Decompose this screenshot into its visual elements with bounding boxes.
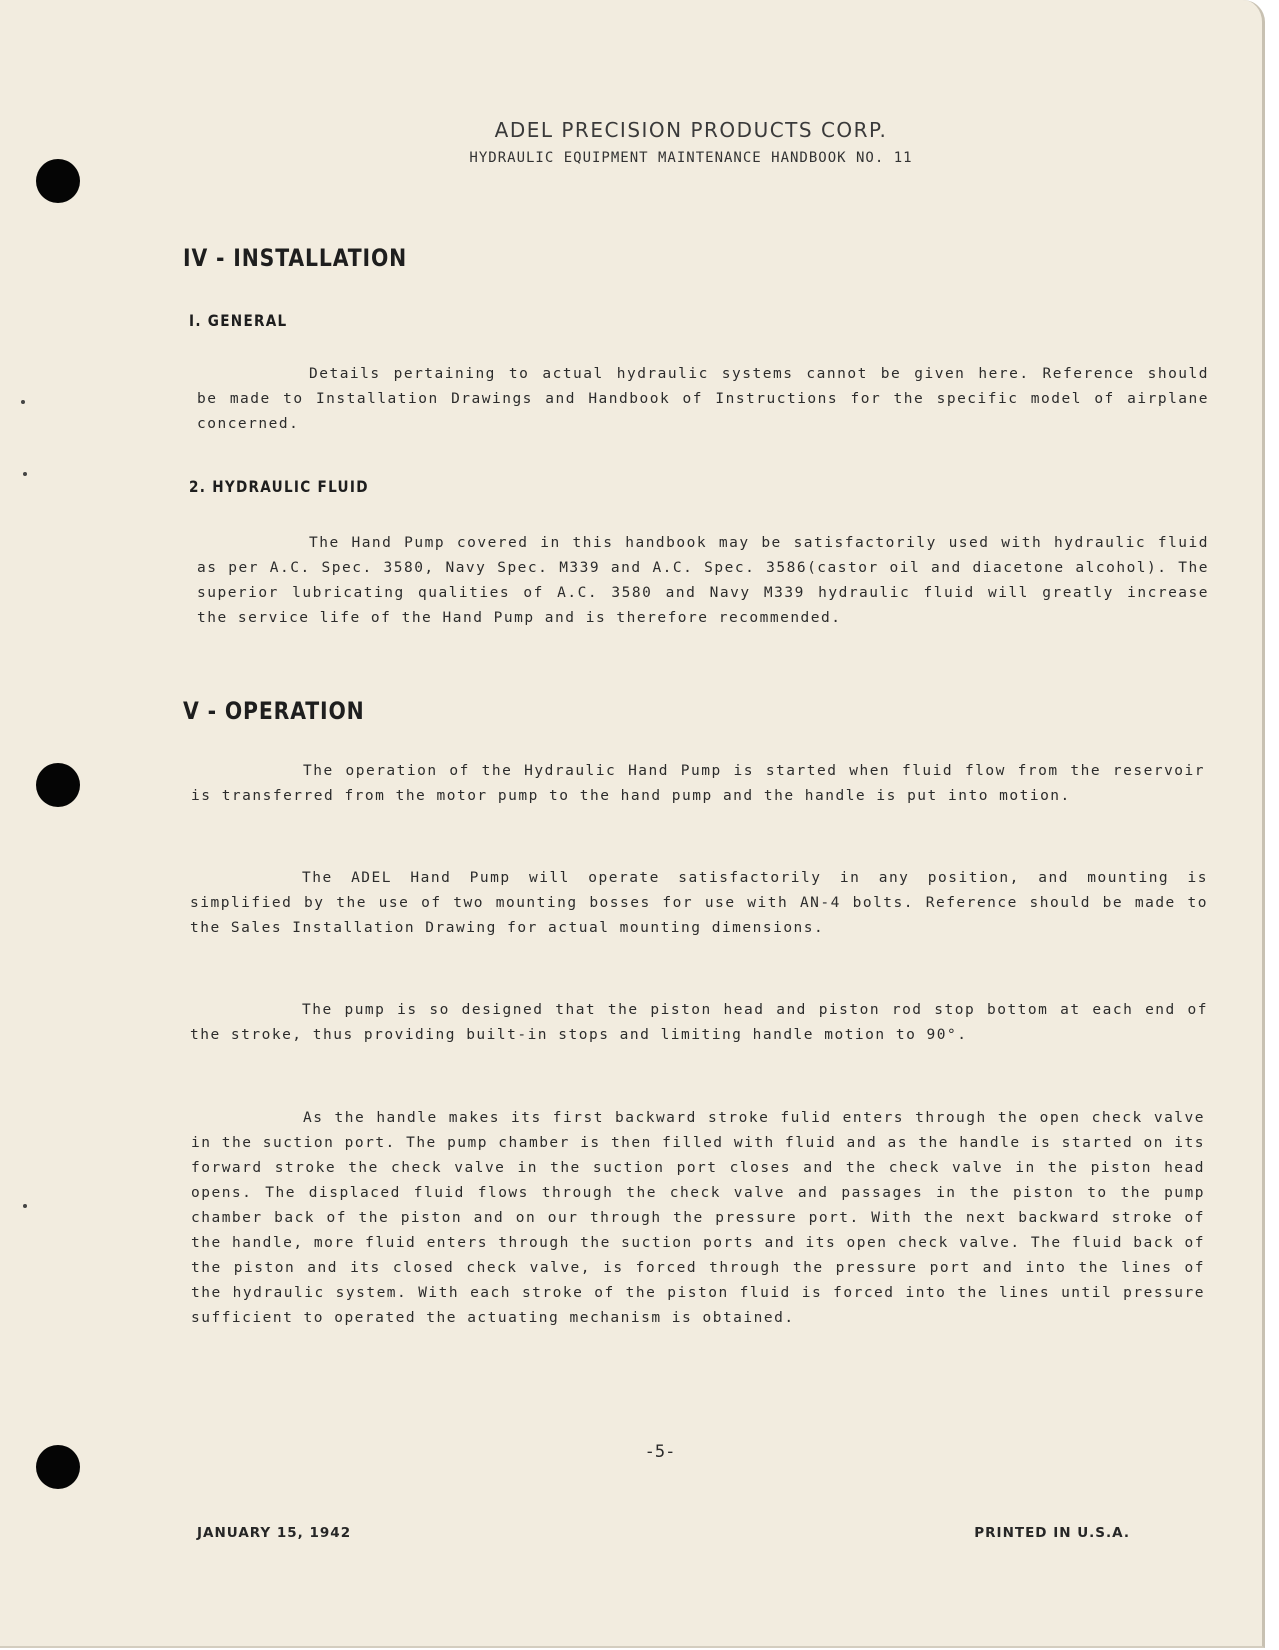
- subsection-heading-hydraulic-fluid: 2. HYDRAULIC FLUID: [189, 477, 369, 496]
- section-title-operation: V - OPERATION: [183, 697, 365, 725]
- paragraph-stroke-cycle: As the handle makes its first backward stroke fulid enters through the open check valve in the suction port. The pump chamber is then filled with fluid and as the handle is started on its forward stroke the check valve in the suction port closes and the check valve in the piston head opens. The displaced fluid flows through the check valve and passages in the piston to the pump chamber back of the piston and on our through the pressure port. With the next backward stroke of the handle, more fluid enters through the suction ports and its open check valve. The fluid back of the piston and its closed check valve, is forced through the pressure port and into the lines of the hydraulic system. With each stroke of the piston fluid is forced into the lines until pressure sufficient to operated the actuating mechanism is obtained.: [191, 1110, 1205, 1326]
- paragraph-general: Details pertaining to actual hydraulic systems cannot be given here. Reference should be made to Installation Drawings and Handbook of Instructions for the specific model of airplane concerned.: [197, 366, 1209, 432]
- speck-mark: [23, 1204, 27, 1208]
- paragraph-hydraulic-fluid: The Hand Pump covered in this handbook may be satisfactorily used with hydraulic fluid as per A.C. Spec. 3580, Navy Spec. M339 and A.C. Spec. 3586(castor oil and diacetone alcohol). The superior lubricating qualities of A.C. 3580 and Navy M339 hydraulic fluid will greatly increase the service life of the Hand Pump and is therefore recommended.: [197, 535, 1209, 626]
- handbook-title: HYDRAULIC EQUIPMENT MAINTENANCE HANDBOOK NO. 11: [469, 150, 913, 166]
- footer-date: JANUARY 15, 1942: [197, 1525, 352, 1541]
- paragraph-operation-start: The operation of the Hydraulic Hand Pump is started when fluid flow from the reservoir is transferred from the motor pump to the hand pump and the handle is put into motion.: [191, 763, 1205, 804]
- subsection-heading-general: I. GENERAL: [189, 311, 288, 330]
- page-number: -5-: [644, 1442, 676, 1462]
- paragraph-mounting: The ADEL Hand Pump will operate satisfactorily in any position, and mounting is simplified by the use of two mounting bosses for use with AN-4 bolts. Reference should be made to the Sales Installation Drawing for actual mounting dimensions.: [190, 870, 1208, 936]
- paragraph-pump-design: The pump is so designed that the piston head and piston rod stop bottom at each end of the stroke, thus providing built-in stops and limiting handle motion to 90°.: [190, 1002, 1208, 1043]
- binder-hole-middle: [36, 763, 80, 807]
- speck-mark: [21, 400, 25, 404]
- section-title-installation: IV - INSTALLATION: [183, 244, 408, 272]
- company-name: ADEL PRECISION PRODUCTS CORP.: [494, 118, 888, 142]
- footer-printed: PRINTED IN U.S.A.: [974, 1525, 1130, 1541]
- speck-mark: [23, 472, 27, 476]
